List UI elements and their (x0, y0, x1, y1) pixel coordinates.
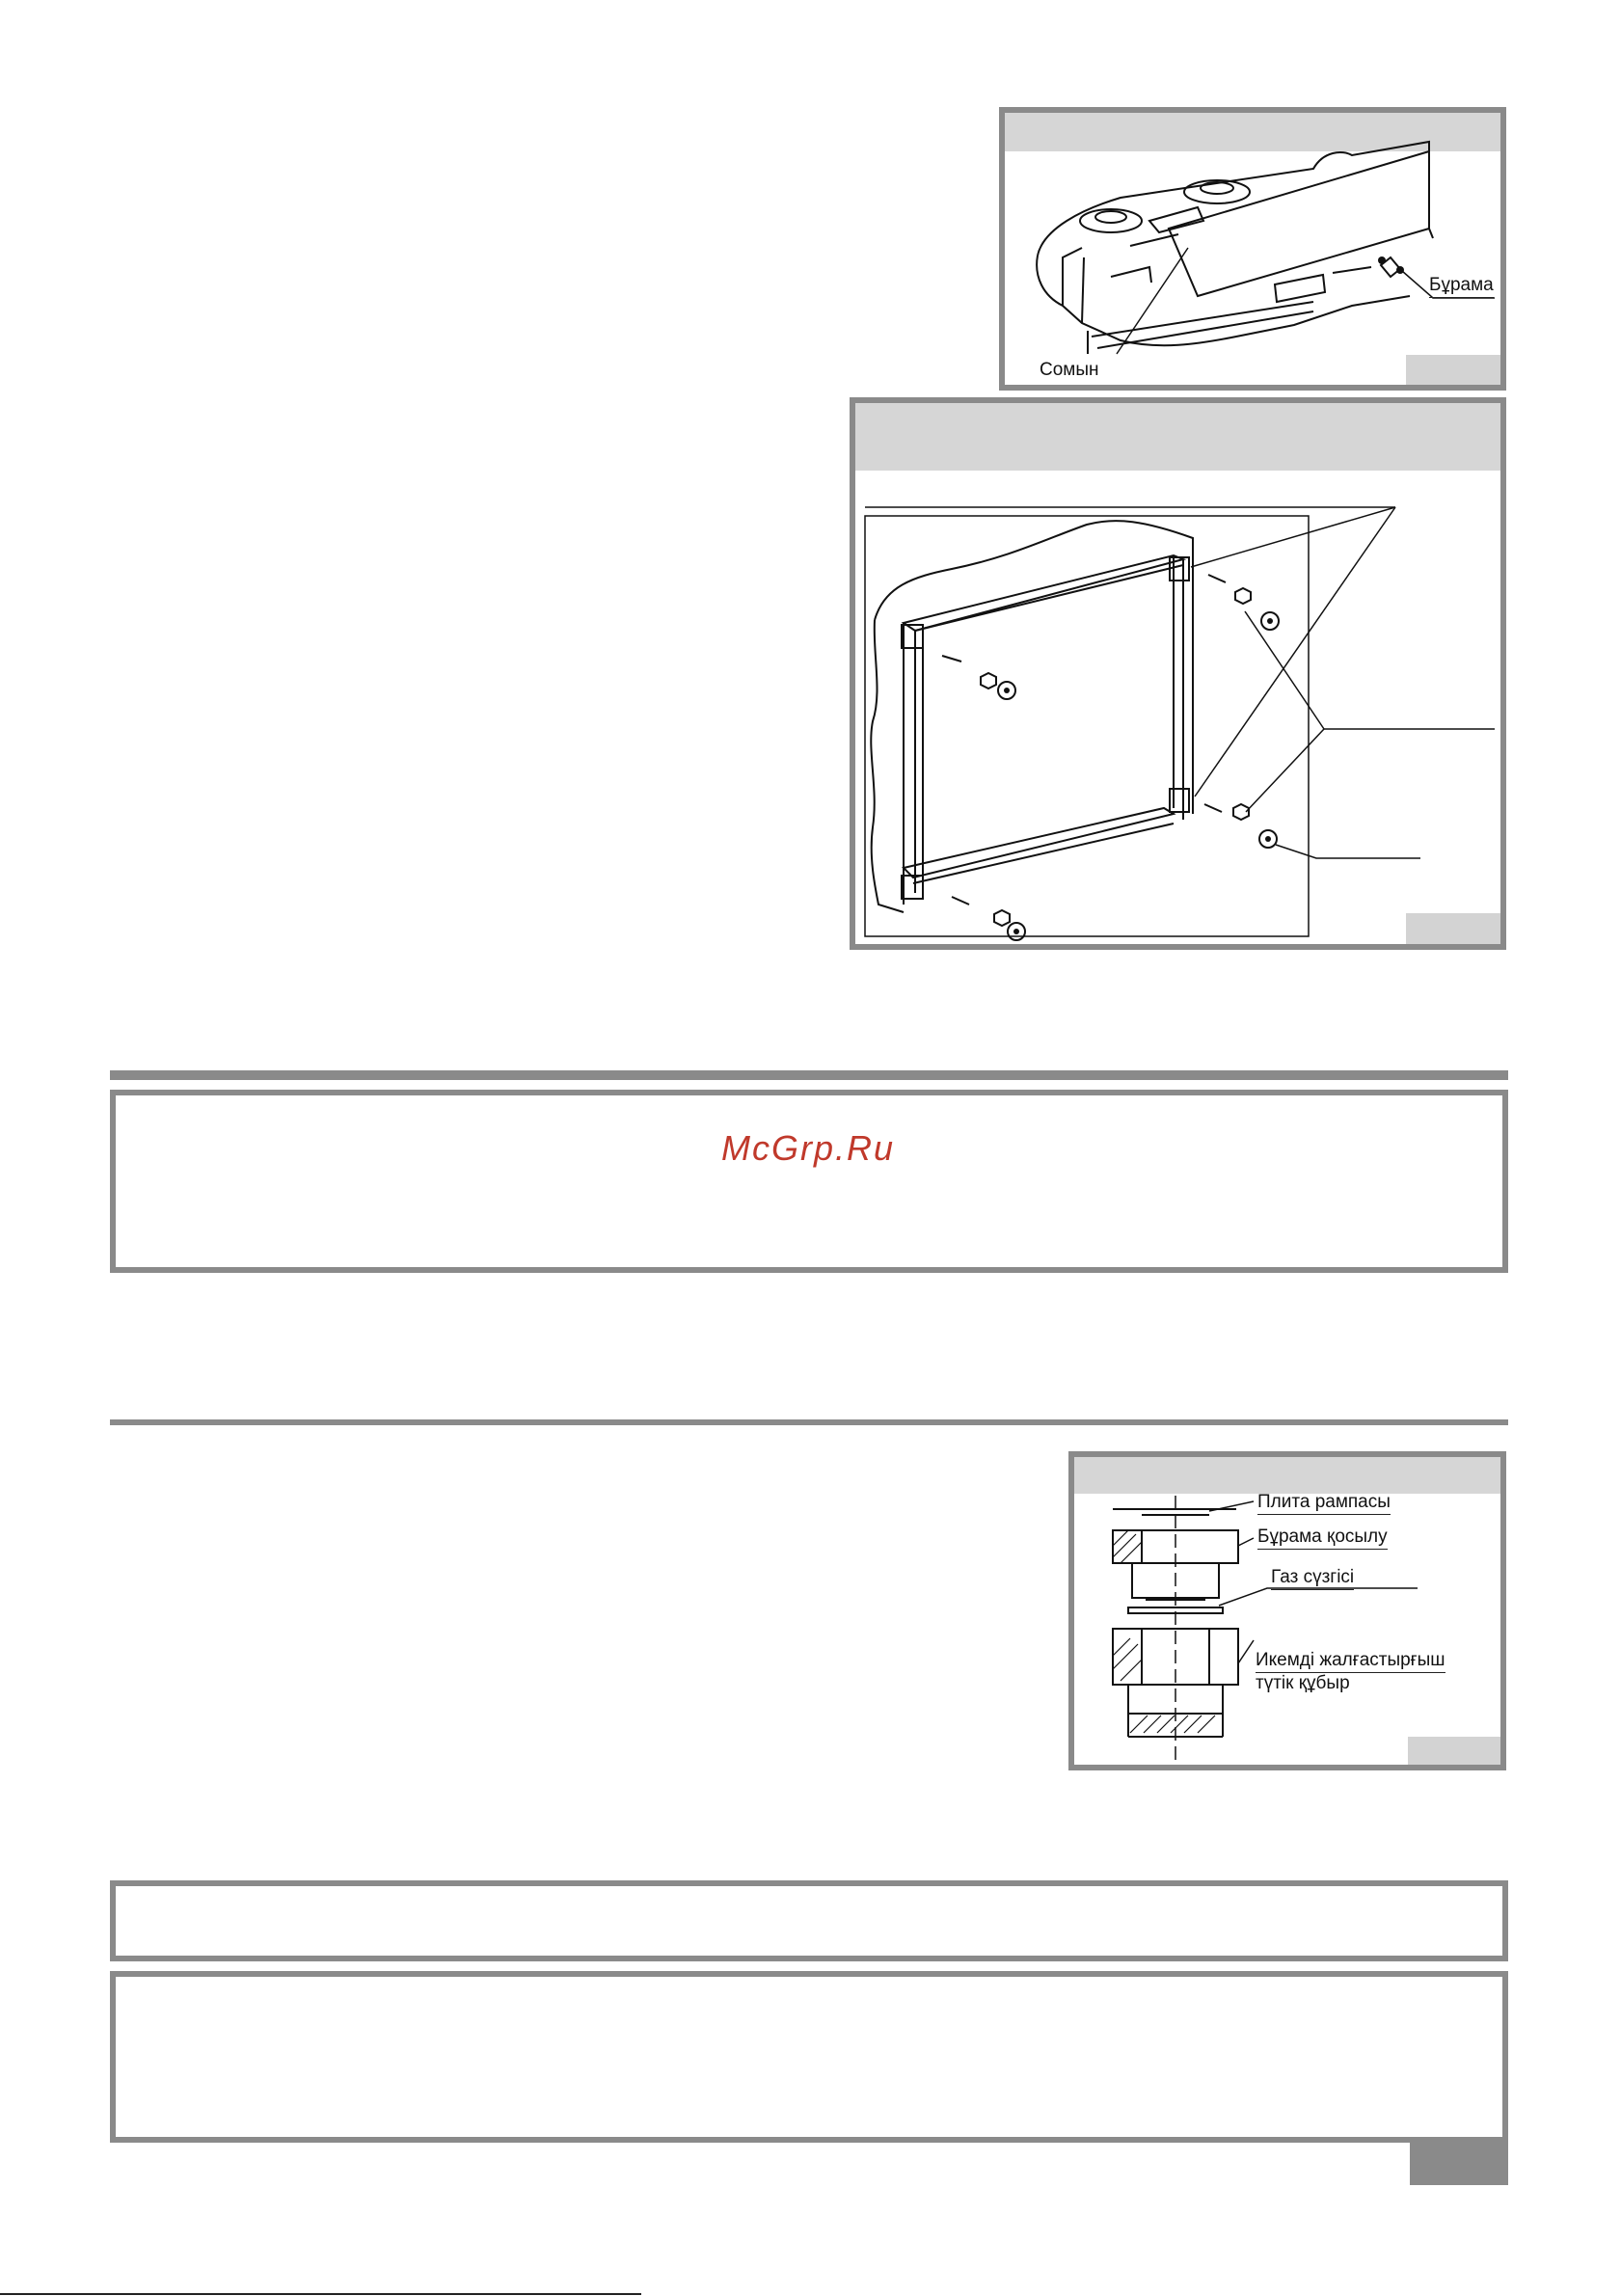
note-box-small (110, 1880, 1508, 1961)
page-number-tag (1410, 2143, 1508, 2185)
note-box (110, 1090, 1508, 1273)
gas-filter-label: Газ сүзгісі (1271, 1567, 1354, 1590)
frame-drawing (855, 403, 1500, 944)
figure-gas-filter (1068, 1451, 1506, 1770)
screw-label: Бұрама (1429, 275, 1494, 298)
section-divider (110, 1070, 1508, 1080)
bottom-rule (0, 2293, 641, 2295)
figure-frame-mounting (850, 397, 1506, 950)
note-box-large (110, 1971, 1508, 2143)
screw-connection-label: Бұрама қосылу (1257, 1526, 1388, 1550)
hose-label-line2: түтік құбыр (1256, 1673, 1350, 1693)
ramp-label: Плита рампасы (1257, 1492, 1391, 1515)
section-divider (110, 1419, 1508, 1425)
hose-label-line1: Икемді жалғастырғыш (1256, 1650, 1445, 1673)
watermark-text: McGrp.Ru (721, 1128, 896, 1168)
nut-label: Сомын (1040, 360, 1099, 380)
figure-hob-screw (999, 107, 1506, 391)
hob-drawing (1005, 113, 1500, 385)
